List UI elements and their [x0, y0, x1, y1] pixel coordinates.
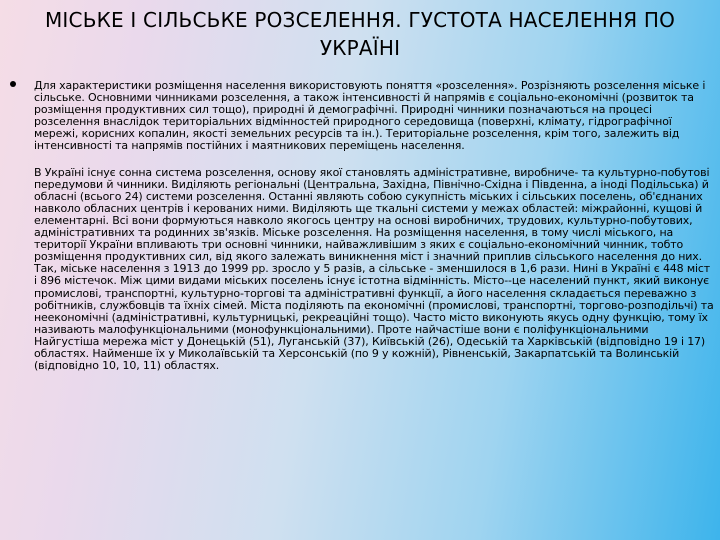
bullet-item [10, 80, 714, 372]
paragraph-settlement-factors: Для характеристики розміщення населення використовують поняття «розселення». Розрізняють розселення міське і сільське. Основними чинниками розселення, а також інтенсивності й напрямів є соціально-економічні (розвиток та розміщення продуктивних сил тощо), природні й демографічні. Природні чинники позначаються на процесі розселення внаслідок територіальних відмінностей природного середовища (поверхні, клімату, гідрографічної мережі, корисних копалин, якості земельних ресурсів та ін.). Територіальне розселення, крім того, залежить від інтенсивності та напрямів постійних і маятникових переміщень населення. [34, 79, 706, 153]
slide-body [10, 80, 714, 372]
bullet-dot-icon [10, 81, 16, 87]
paragraph-settlement-systems: В Україні існує сонна система розселення, основу якої становлять адміністративне, виробниче- та культурно-побутові передумови й чинники. Виділяють регіональні (Центральна, Західна, Північно-Східна і Південна, а іноді Подільська) й обласні (всього 24) системи розселення. Останні являють собою сукупність міських і сільських поселень, об'єднаних навколо обласних центрів і керованих ними. Виділяють ще ткальні системи у межах областей: міжрайонні, кущові й елементарні. Всі вони формуються навколо якогось центру на основі виробничих, трудових, культурно-побутових, адміністративних та родинних зв'язків. Міське розселення. На розміщення населення, в тому числі міського, на території України впливають три основні чинники, найважливішим з яких є соціально-економічний чинник, тобто розміщення продуктивних сил, від якого залежать виникнення міст і значний приплив сільського населення до них. Так, міське населення з 1913 до 1999 рр. зросло у 5 разів, а сільське - зменшилося в 1,6 рази. Нині в Україні є 448 міст і 896 містечок. Між цими видами міських поселень існує істотна відмінність. Місто--це населений пункт, який виконує промислові, транспортні, культурно-торгові та адміністративні функції, а його населення складається переважно з робітників, службовців та їхніх сімей. Міста поділяють па економічні (промислові, транспортні, торгово-розподільчі) та неекономічні (адміністративні, культурницькі, рекреаційні тощо). Часто місто виконують якусь одну функцію, тому їх називають малофункціональними (монофункціональними). Проте найчастіше вони є поліфункціональними Найгустіша мережа міст у Донецькій (51), Луганській (37), Київській (26), Одеській та Харківській (відповідно 19 і 17) областях. Найменше їх у Миколаївській та Херсонській (по 9 у кожній), Рівненській, Закарпатській та Волинській (відповідно 10, 10, 11) областях. [34, 165, 714, 373]
slide-title: МІСЬКЕ І СІЛЬСЬКЕ РОЗСЕЛЕННЯ. ГУСТОТА НАСЕЛЕННЯ ПО УКРАЇНІ [44, 8, 676, 60]
